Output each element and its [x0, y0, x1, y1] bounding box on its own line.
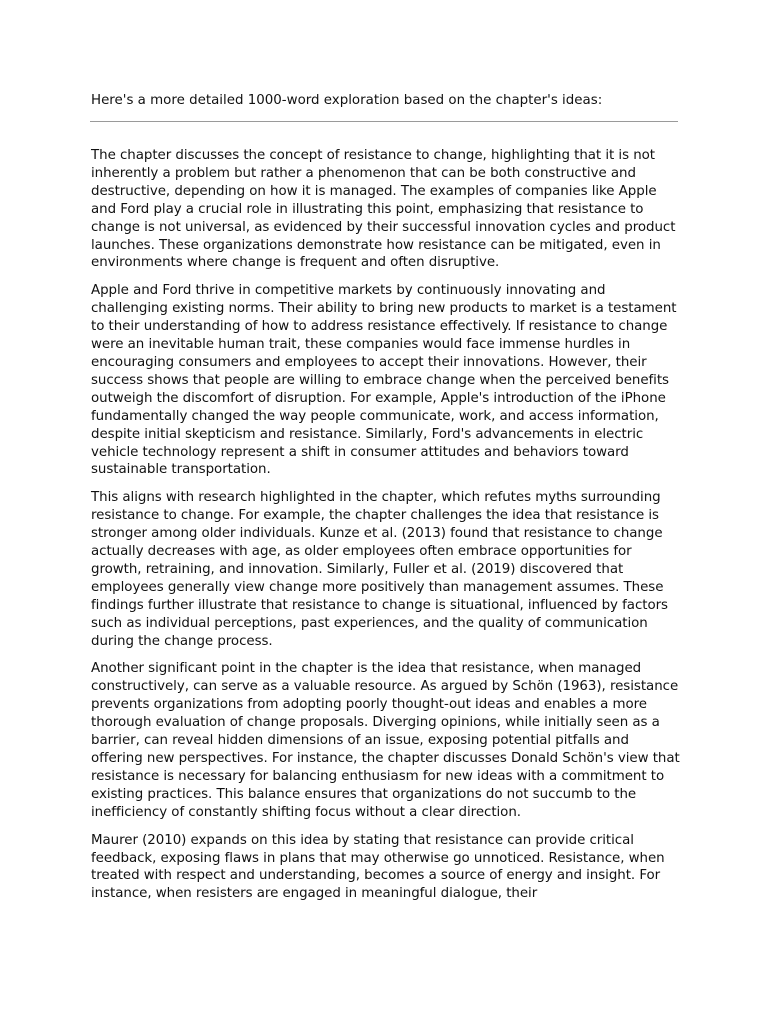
document-text [91, 147, 681, 903]
paragraph-2: Apple and Ford thrive in competitive markets by continuously innovating and challenging existing norms. Their ability to bring new products to market is a testament to their understanding of how to address resistance effectively. If resistance to change were an inevitable human trait, these companies would face immense hurdles in encouraging consumers and employees to accept their innovations. However, their success shows that people are willing to embrace change when the perceived benefits outweigh the discomfort of disruption. For example, Apple's introduction of the iPhone fundamentally changed the way people communicate, work, and access information, despite initial skepticism and resistance. Similarly, Ford's advancements in electric vehicle technology represent a shift in consumer attitudes and behaviors toward sustainable transportation. [91, 283, 677, 478]
paragraph-3: This aligns with research highlighted in the chapter, which refutes myths surrounding resistance to change. For example, the chapter challenges the idea that resistance is stronger among older individuals. Kunze et al. (2013) found that resistance to change actually decreases with age, as older employees often embrace opportunities for growth, retraining, and innovation. Similarly, Fuller et al. (2019) discovered that employees generally view change more positively than management assumes. These findings further illustrate that resistance to change is situational, influenced by factors such as individual perceptions, past experiences, and the quality of communication during the change process. [91, 490, 668, 649]
intro-line: Here's a more detailed 1000-word exploration based on the chapter's ideas: [91, 93, 603, 108]
document-body [91, 92, 681, 913]
horizontal-divider [90, 121, 678, 122]
paragraph-1: The chapter discusses the concept of resistance to change, highlighting that it is not inherently a problem but rather a phenomenon that can be both constructive and destructive, depending on how it is managed. The examples of companies like Apple and Ford play a crucial role in illustrating this point, emphasizing that resistance to change is not universal, as evidenced by their successful innovation cycles and product launches. These organizations demonstrate how resistance can be mitigated, even in environments where change is frequent and often disruptive. [91, 148, 676, 271]
paragraph-5: Maurer (2010) expands on this idea by stating that resistance can provide critical feedback, exposing flaws in plans that may otherwise go unnoticed. Resistance, when treated with respect and understanding, becomes a source of energy and insight. For instance, when resisters are engaged in meaningful dialogue, their [91, 832, 665, 902]
paragraph-4: Another significant point in the chapter is the idea that resistance, when managed constructively, can serve as a valuable resource. As argued by Schön (1963), resistance prevents organizations from adopting poorly thought-out ideas and enables a more thorough evaluation of change proposals. Diverging opinions, while initially seen as a barrier, can reveal hidden dimensions of an issue, exposing potential pitfalls and offering new perspectives. For instance, the chapter discusses Donald Schön's view that resistance is necessary for balancing enthusiasm for new ideas with a commitment to existing practices. This balance ensures that organizations do not succumb to the inefficiency of constantly shifting focus without a clear direction. [91, 661, 680, 820]
